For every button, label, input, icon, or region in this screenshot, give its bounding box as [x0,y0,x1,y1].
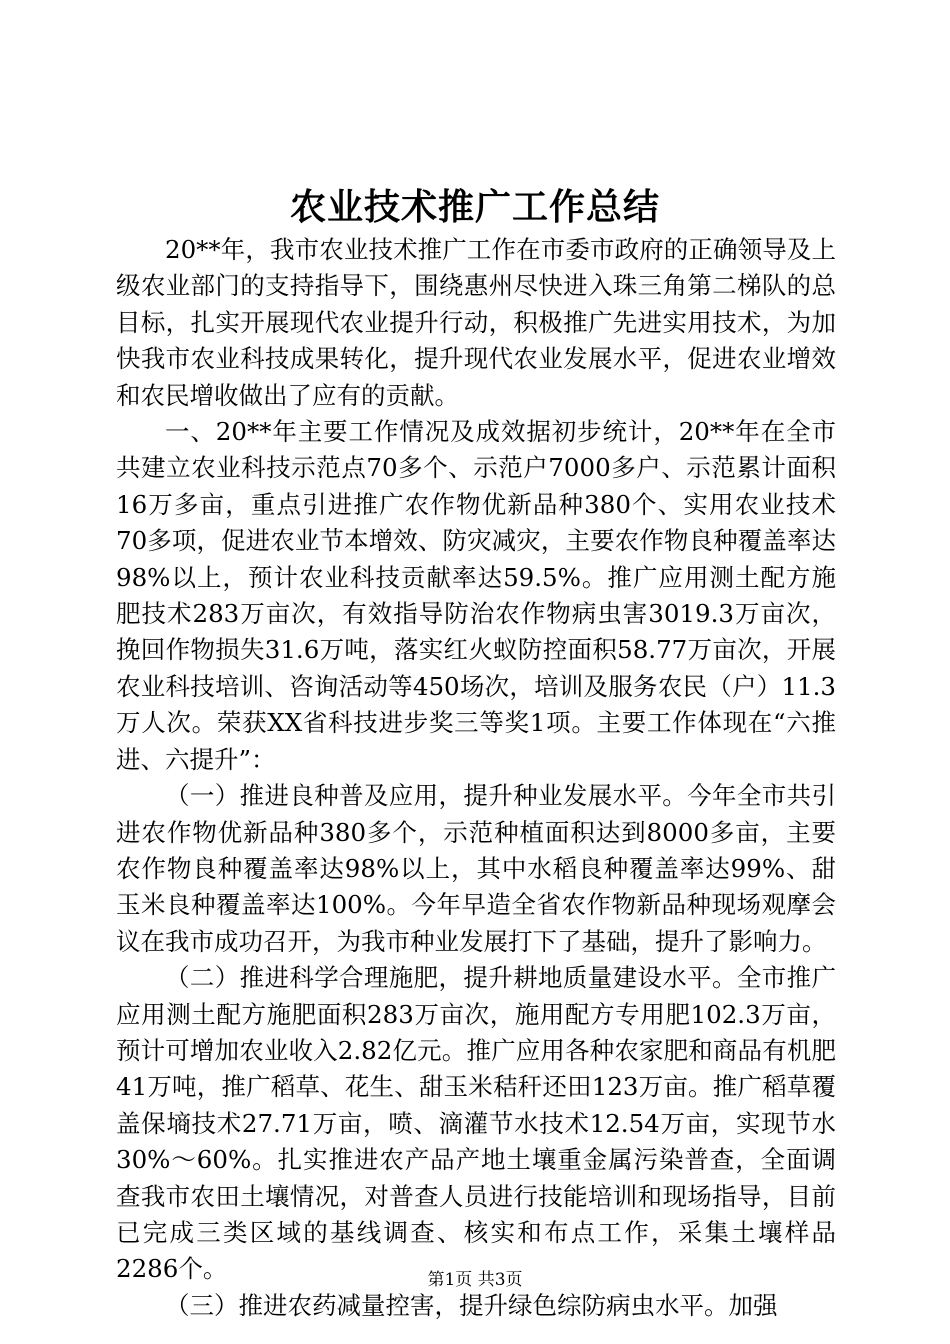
paragraph-subsection-1: （一）推进良种普及应用，提升种业发展水平。今年全市共引进农作物优新品种380多个，示范种植面积达到8000多亩，主要农作物良种覆盖率达98%以上，其中水稻良种覆盖率达99%、甜玉米良种覆盖率达100%。今年早造全省农作物新品种现场观摩会议在我市成功召开，为我市种业发展打下了基础，提升了影响力。 [116,781,836,956]
page-footer: 第1页 共3页 [427,1270,523,1290]
paragraph-subsection-3: （三）推进农药减量控害，提升绿色综防病虫水平。加强 [165,1290,778,1320]
paragraph-subsection-2: （二）推进科学合理施肥，提升耕地质量建设水平。全市推广应用测土配方施肥面积283万亩次，施用配方专用肥102.3万亩，预计可增加农业收入2.82亿元。推广应用各种农家肥和商品有机肥41万吨，推广稻草、花生、甜玉米秸秆还田123万亩。推广稻草覆盖保墒技术27.71万亩，喷、滴灌节水技术12.54万亩，实现节水30%～60%。扎实推进农产品产地土壤重金属污染普查，全面调查我市农田土壤情况，对普查人员进行技能培训和现场指导，目前已完成三类区域的基线调查、核实和布点工作，采集土壤样品2286个。 [116,963,836,1284]
paragraph-intro: 20**年，我市农业技术推广工作在市委市政府的正确领导及上级农业部门的支持指导下，围绕惠州尽快进入珠三角第二梯队的总目标，扎实开展现代农业提升行动，积极推广先进实用技术，为加快我市农业科技成果转化，提升现代农业发展水平，促进农业增效和农民增收做出了应有的贡献。 [116,235,836,410]
document-body [116,232,836,1324]
paragraph-section-1: 一、20**年主要工作情况及成效据初步统计，20**年在全市共建立农业科技示范点70多个、示范户7000多户、示范累计面积16万多亩，重点引进推广农作物优新品种380个、实用农业技术70多项，促进农业节本增效、防灾减灾，主要农作物良种覆盖率达98%以上，预计农业科技贡献率达59.5%。推广应用测土配方施肥技术283万亩次，有效指导防治农作物病虫害3019.3万亩次，挽回作物损失31.6万吨，落实红火蚁防控面积58.77万亩次，开展农业科技培训、咨询活动等450场次，培训及服务农民（户）11.3万人次。荣获XX省科技进步奖三等奖1项。主要工作体现在“六推进、六提升”： [116,417,836,774]
document-title: 农业技术推广工作总结 [289,186,660,228]
